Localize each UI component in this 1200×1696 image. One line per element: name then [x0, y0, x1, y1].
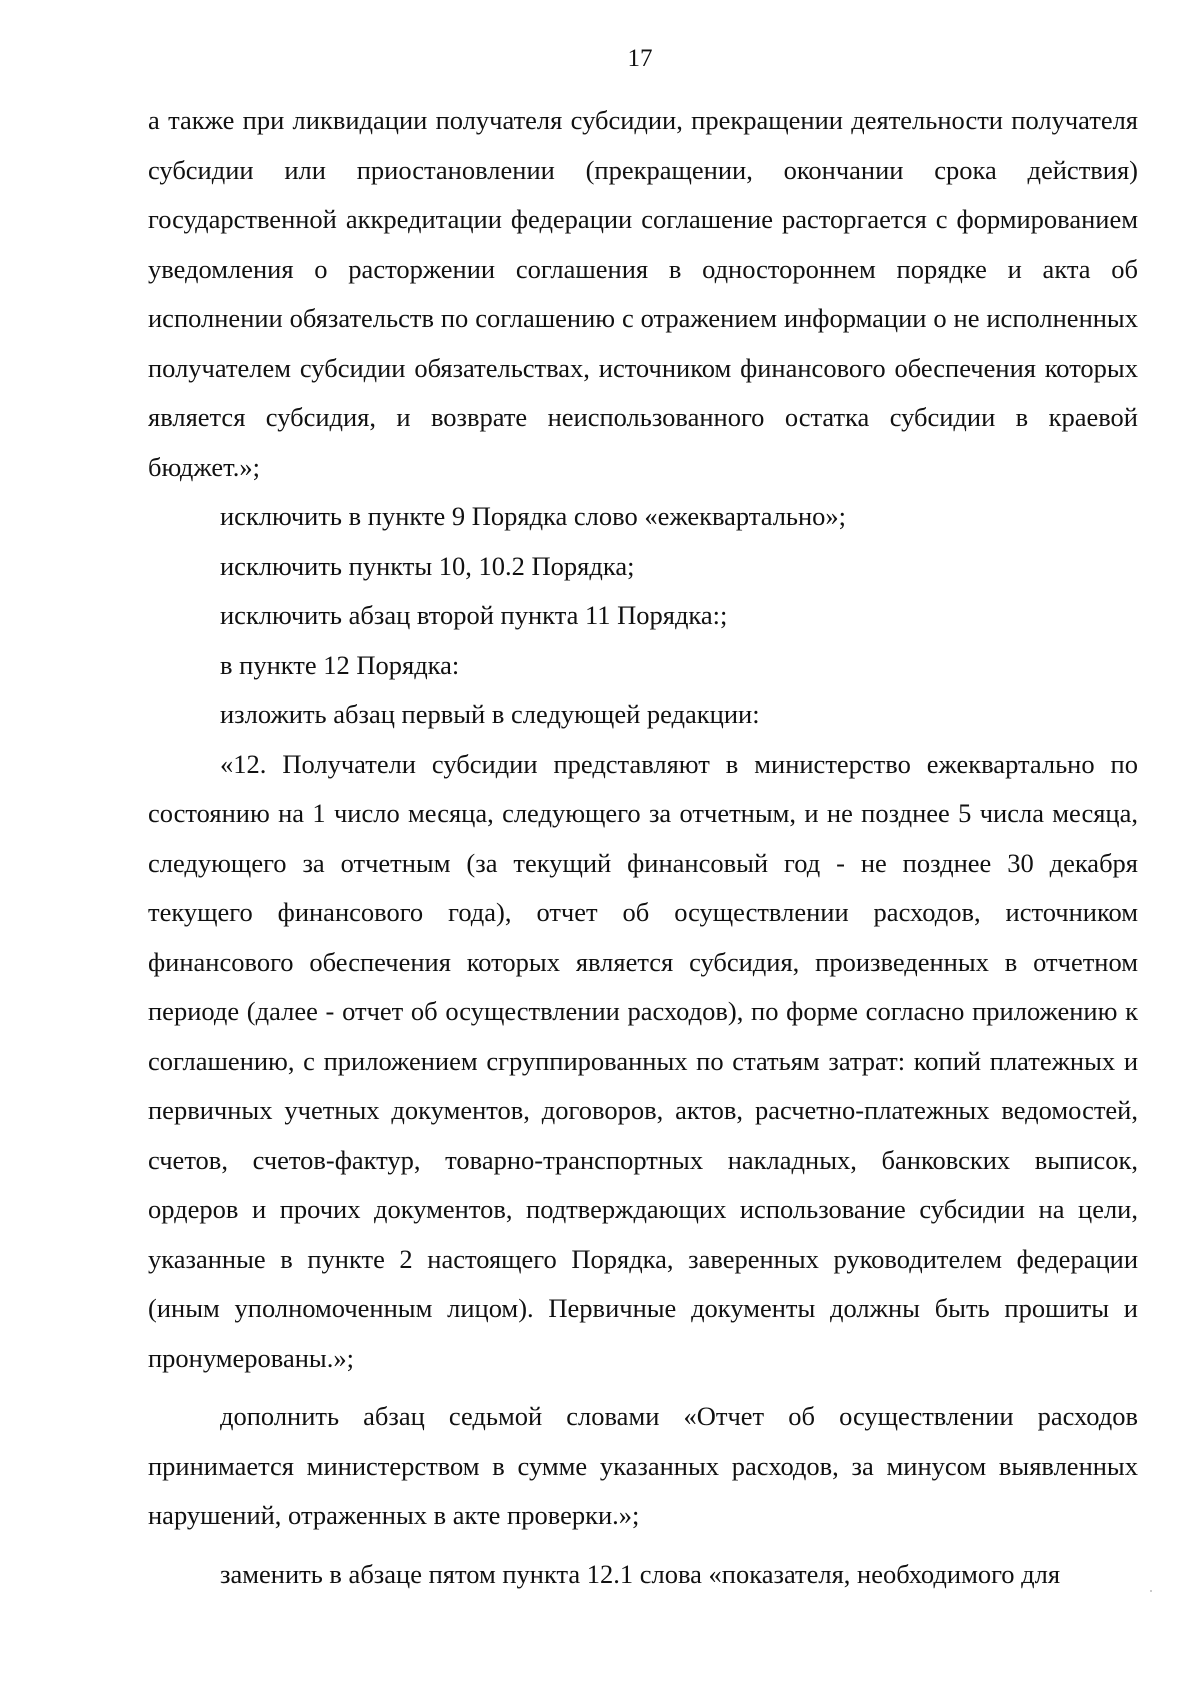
paragraph-new-wording: изложить абзац первый в следующей редакции: [220, 699, 760, 729]
paragraph-replace-point-12-1: заменить в абзаце пятом пункта 12.1 слова «показателя, необходимого для [220, 1558, 1061, 1589]
paragraph-continuation: а также при ликвидации получателя субсидии, прекращении деятельности получателя субсидии или приостановлении (прекращении, окончании срока действия) государственной аккредитации федерации соглашение расторгается с формированием уведомления о расторжении соглашения в одностороннем порядке и акта об исполнении обязательств по соглашению с отражением информации о не исполненных получателем субсидии обязательствах, источником финансового обеспечения которых является субсидия, и возврате неиспользованного остатка субсидии в краевой бюджет.»; [148, 105, 1138, 482]
paragraph-exclude-point-9: исключить в пункте 9 Порядка слово «ежеквартально»; [220, 501, 847, 531]
scan-speck [1150, 1590, 1152, 1592]
paragraph-exclude-point-11: исключить абзац второй пункта 11 Порядка:; [220, 600, 728, 630]
page-number: 17 [627, 45, 653, 72]
paragraph-point-12: в пункте 12 Порядка: [220, 649, 460, 680]
document-body [148, 96, 1138, 1599]
paragraph-point-12-text: «12. Получатели субсидии представляют в министерство ежеквартально по состоянию на 1 число месяца, следующего за отчетным, и не позднее 5 числа месяца, следующего за отчетным (за текущий финансовый год - не позднее 30 декабря текущего финансового года), отчет об осуществлении расходов, источником финансового обеспечения которых является субсидия, произведенных в отчетном периоде (далее - отчет об осуществлении расходов), по форме согласно приложению к соглашению, с приложением сгруппированных по статьям затрат: копий платежных и первичных учетных документов, договоров, актов, расчетно-платежных ведомостей, счетов, счетов-фактур, товарно-транспортных накладных, банковских выписок, ордеров и прочих документов, подтверждающих использование субсидии на цели, указанные в пункте 2 настоящего Порядка, заверенных руководителем федерации (иным уполномоченным лицом). Первичные документы должны быть прошиты и пронумерованы.»; [148, 748, 1138, 1373]
paragraph-exclude-points-10: исключить пункты 10, 10.2 Порядка; [220, 550, 635, 581]
paragraph-supplement-seventh: дополнить абзац седьмой словами «Отчет об осуществлении расходов принимается министерством в сумме указанных расходов, за минусом выявленных нарушений, отраженных в акте проверки.»; [148, 1401, 1138, 1530]
